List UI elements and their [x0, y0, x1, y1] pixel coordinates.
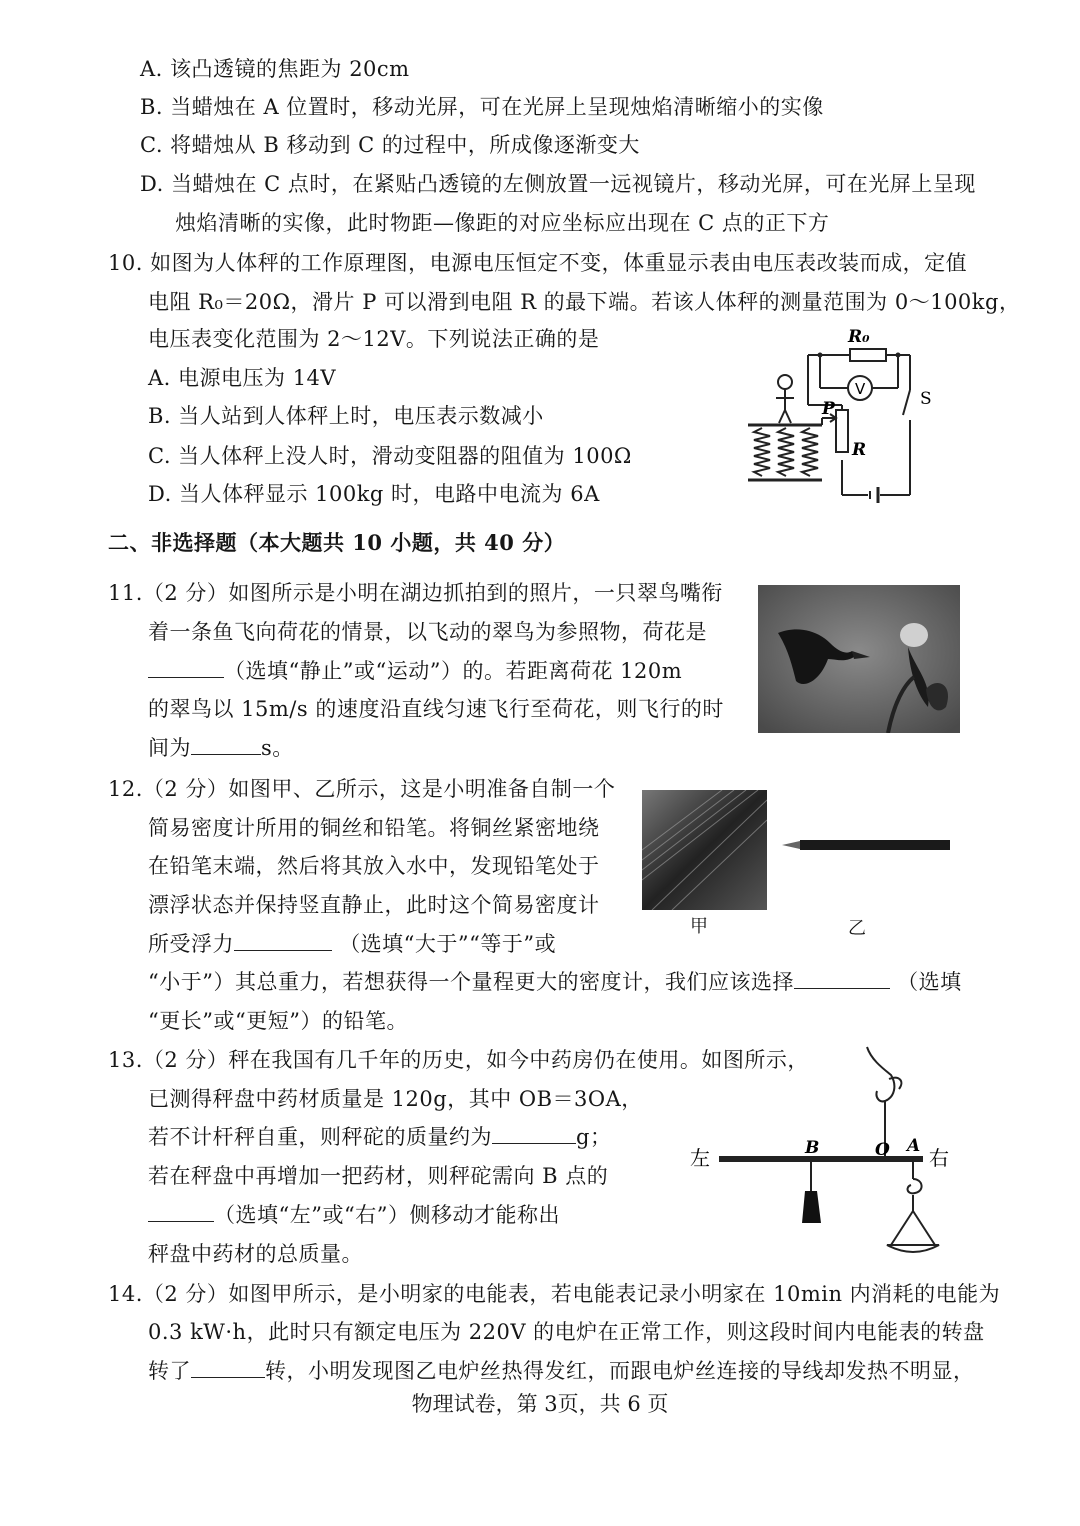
label-p: P — [822, 399, 835, 419]
copper-wire-photo — [642, 790, 767, 910]
q12-line3: 在铅笔末端，然后将其放入水中，发现铅笔处于 — [148, 854, 600, 878]
q14-line1: 14.（2 分）如图甲所示，是小明家的电能表，若电能表记录小明家在 10min 内消耗的电能为 — [108, 1282, 1001, 1306]
label-r: R — [852, 440, 867, 460]
label-right: 右 — [929, 1146, 949, 1170]
q14-line3: 转了 转，小明发现图乙电炉丝热得发红，而跟电炉丝连接的导线却发热不明显， — [148, 1359, 975, 1383]
answer-blank[interactable] — [148, 657, 224, 678]
scale-circuit-diagram — [740, 320, 940, 505]
fig-label-yi: 乙 — [848, 918, 866, 939]
q9-option-d-line2: 烛焰清晰的实像，此时物距—像距的对应坐标应出现在 C 点的正下方 — [175, 211, 830, 235]
answer-blank[interactable] — [191, 734, 261, 755]
pencil-figure — [782, 835, 954, 855]
answer-blank[interactable] — [234, 930, 332, 951]
q11-line2: 着一条鱼飞向荷花的情景，以飞动的翠鸟为参照物，荷花是 — [148, 620, 707, 644]
q11-line3: （选填“静止”或“运动”）的。若距离荷花 120m — [148, 656, 682, 686]
answer-blank[interactable] — [794, 968, 890, 989]
answer-blank[interactable] — [191, 1357, 265, 1378]
q9-option-d-line1: D. 当蜡烛在 C 点时，在紧贴凸透镜的左侧放置一远视镜片，移动光屏，可在光屏上呈现 — [140, 172, 976, 196]
hand-icon — [867, 1047, 894, 1101]
q10-option-b: B. 当人站到人体秤上时，电压表示数减小 — [148, 404, 544, 428]
label-left: 左 — [690, 1146, 710, 1170]
section-heading: 二、非选择题（本大题共 10 小题，共 40 分） — [108, 530, 566, 555]
q12-line4: 漂浮状态并保持竖直静止，此时这个简易密度计 — [148, 893, 600, 917]
kingfisher-photo — [758, 585, 960, 733]
q13-line6: 秤盘中药材的总质量。 — [148, 1242, 363, 1266]
label-s: S — [920, 389, 932, 409]
q10-stem-line2: 电阻 R₀＝20Ω，滑片 P 可以滑到电阻 R 的最下端。若该人体秤的测量范围为 0～100kg， — [148, 290, 1021, 314]
answer-blank[interactable] — [148, 1201, 214, 1222]
counterweight — [802, 1191, 821, 1223]
label-a: A — [907, 1136, 921, 1156]
q10-option-a: A. 电源电压为 14V — [148, 366, 337, 390]
q12-line6: “小于”）其总重力，若想获得一个量程更大的密度计，我们应该选择 （选填 — [148, 970, 962, 994]
resistor-r0 — [850, 349, 886, 361]
fig-label-jia: 甲 — [690, 916, 708, 937]
q9-option-a: A. 该凸透镜的焦距为 20cm — [140, 57, 410, 81]
q9-option-b: B. 当蜡烛在 A 位置时，移动光屏，可在光屏上呈现烛焰清晰缩小的实像 — [140, 95, 824, 119]
q11-line1: 11.（2 分）如图所示是小明在湖边抓拍到的照片，一只翠鸟嘴衔 — [108, 581, 723, 605]
q13-line3: 若不计杆秤自重，则秤砣的质量约为 g； — [148, 1125, 612, 1149]
q13-line1: 13.（2 分）秤在我国有几千年的历史，如今中药房仍在使用。如图所示， — [108, 1048, 809, 1072]
q10-stem-line3: 电压表变化范围为 2～12V。下列说法正确的是 — [148, 327, 600, 351]
q9-option-c: C. 将蜡烛从 B 移动到 C 的过程中，所成像逐渐变大 — [140, 133, 640, 157]
answer-blank[interactable] — [492, 1123, 576, 1144]
q14-line2: 0.3 kW·h，此时只有额定电压为 220V 的电炉在正常工作，则这段时间内电能表的转盘 — [148, 1320, 985, 1344]
label-b: B — [805, 1138, 820, 1158]
label-o: O — [875, 1140, 890, 1160]
steelyard-diagram — [685, 1045, 960, 1260]
q12-line1: 12.（2 分）如图甲、乙所示，这是小明准备自制一个 — [108, 777, 616, 801]
q13-line2: 已测得秤盘中药材质量是 120g，其中 OB＝3OA， — [148, 1087, 643, 1111]
q11-line4: 的翠鸟以 15m/s 的速度沿直线匀速飞行至荷花，则飞行的时 — [148, 697, 724, 721]
q11-line5: 间为 s。 — [148, 736, 294, 760]
q12-line7: “更长”或“更短”）的铅笔。 — [148, 1009, 408, 1033]
page-footer: 物理试卷，第 3页，共 6 页 — [411, 1392, 669, 1416]
label-r0: R₀ — [848, 327, 870, 347]
q12-line2: 简易密度计所用的铜丝和铅笔。将铜丝紧密地绕 — [148, 816, 600, 840]
q10-option-d: D. 当人体秤显示 100kg 时，电路中电流为 6A — [148, 482, 600, 506]
q10-stem-line1: 10. 如图为人体秤的工作原理图，电源电压恒定不变，体重显示表由电压表改装而成，定值 — [108, 251, 968, 275]
label-v: V — [855, 380, 866, 398]
q13-line5: （选填“左”或“右”）侧移动才能称出 — [148, 1200, 560, 1230]
q13-line4: 若在秤盘中再增加一把药材，则秤砣需向 B 点的 — [148, 1164, 609, 1188]
q12-line5: 所受浮力 （选填“大于”“等于”或 — [148, 932, 557, 956]
resistor-r — [836, 410, 848, 452]
q10-option-c: C. 当人体秤上没人时，滑动变阻器的阻值为 100Ω — [148, 444, 632, 468]
